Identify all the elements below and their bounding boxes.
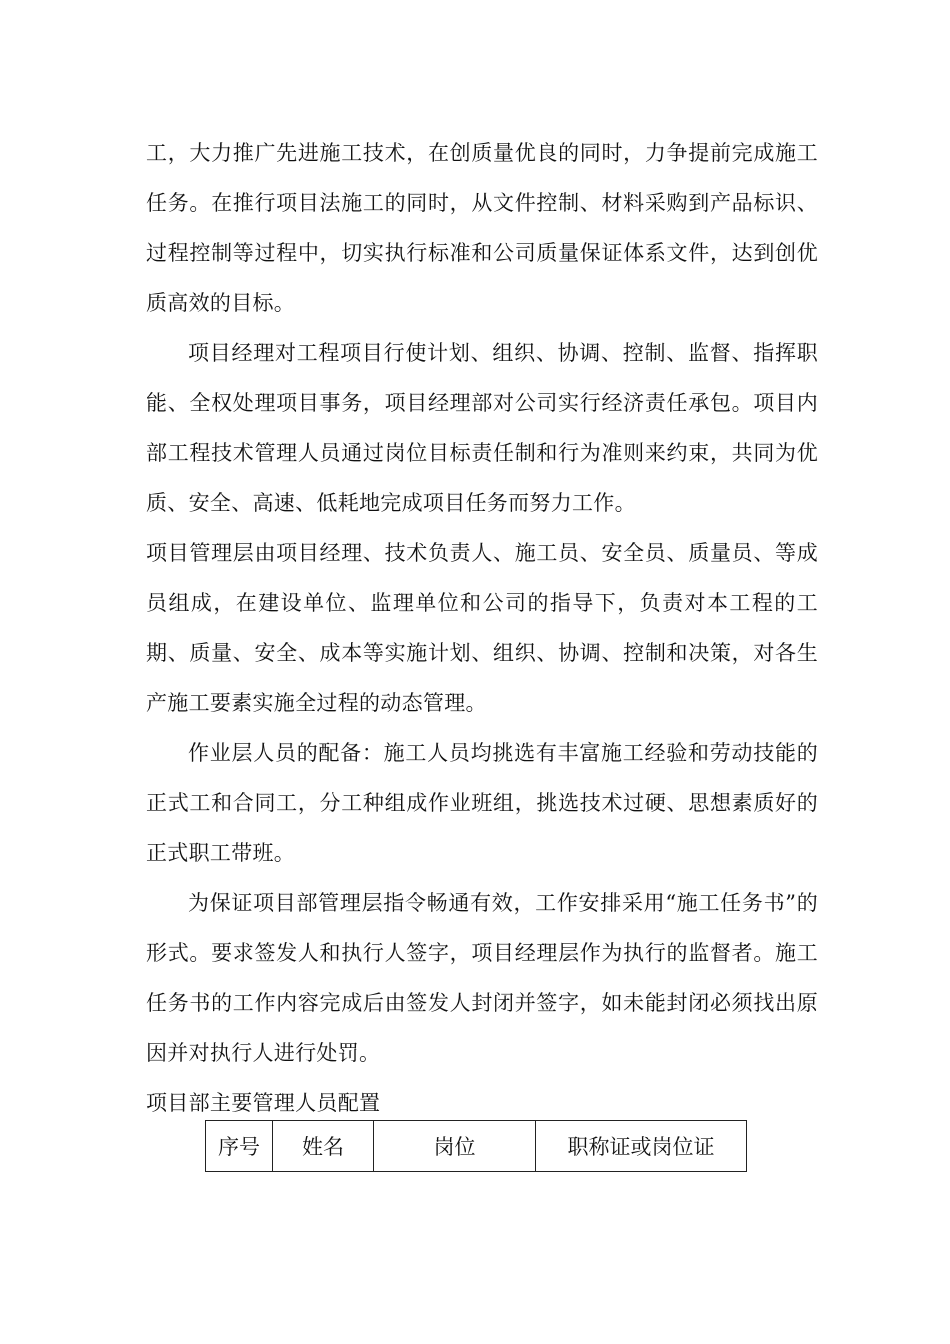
document-body (146, 128, 818, 1128)
paragraph-5: 为保证项目部管理层指令畅通有效，工作安排采用“施工任务书”的形式。要求签发人和执行人签字，项目经理层作为执行的监督者。施工任务书的工作内容完成后由签发人封闭并签字，如未能封闭必须找出原因并对执行人进行处罚。 (146, 891, 818, 1065)
table-caption: 项目部主要管理人员配置 (146, 1091, 381, 1115)
staff-table (205, 1120, 747, 1172)
header-position: 岗位 (374, 1121, 536, 1172)
header-name: 姓名 (273, 1121, 374, 1172)
table-header-row (206, 1121, 747, 1172)
header-index: 序号 (206, 1121, 273, 1172)
header-certificate: 职称证或岗位证 (536, 1121, 747, 1172)
paragraph-4: 作业层人员的配备：施工人员均挑选有丰富施工经验和劳动技能的正式工和合同工，分工种组成作业班组，挑选技术过硬、思想素质好的正式职工带班。 (146, 741, 818, 865)
paragraph-2: 项目经理对工程项目行使计划、组织、协调、控制、监督、指挥职能、全权处理项目事务，项目经理部对公司实行经济责任承包。项目内部工程技术管理人员通过岗位目标责任制和行为准则来约束，共同为优质、安全、高速、低耗地完成项目任务而努力工作。 (146, 341, 818, 515)
paragraph-1: 工，大力推广先进施工技术，在创质量优良的同时，力争提前完成施工任务。在推行项目法施工的同时，从文件控制、材料采购到产品标识、过程控制等过程中，切实执行标准和公司质量保证体系文件，达到创优质高效的目标。 (146, 141, 818, 315)
paragraph-3: 项目管理层由项目经理、技术负责人、施工员、安全员、质量员、等成员组成，在建设单位、监理单位和公司的指导下，负责对本工程的工期、质量、安全、成本等实施计划、组织、协调、控制和决策，对各生产施工要素实施全过程的动态管理。 (146, 541, 818, 715)
